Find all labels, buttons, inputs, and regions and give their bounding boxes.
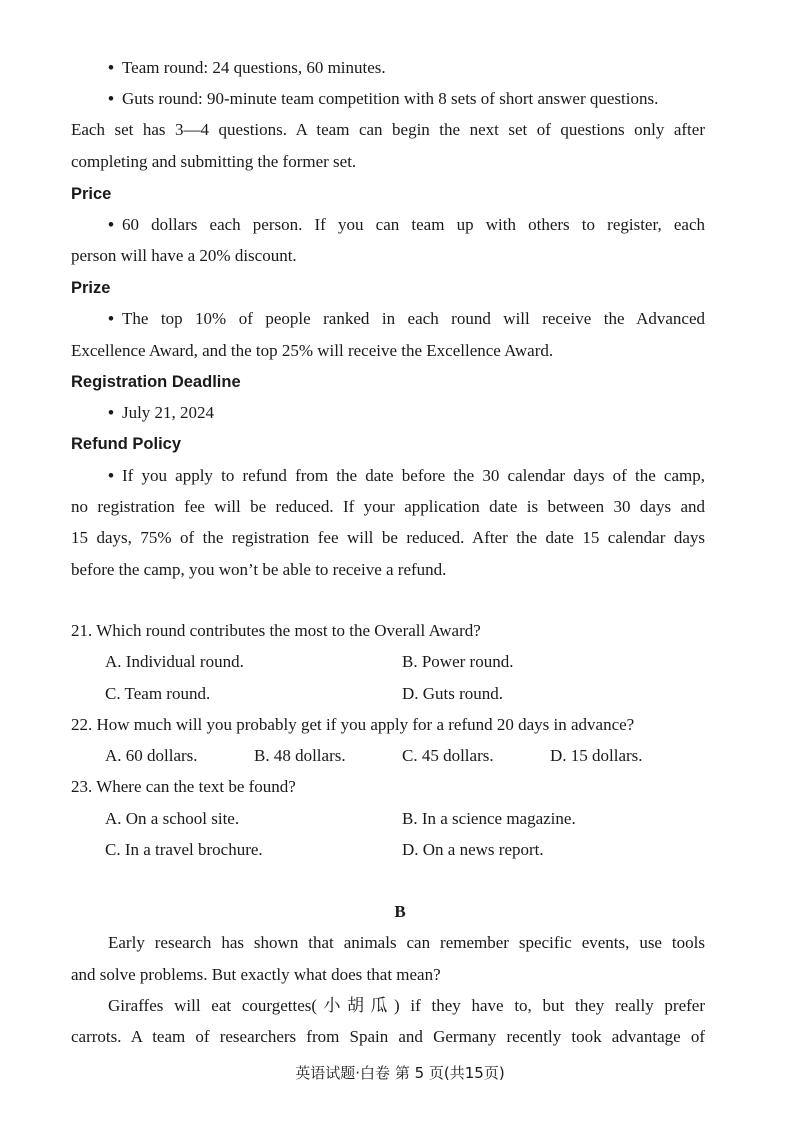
deadline-date: • July 21, 2024 — [108, 403, 214, 423]
refund-line-4: before the camp, you won’t be able to receive a refund. — [71, 560, 447, 579]
q21-option-d: D. Guts round. — [402, 684, 504, 703]
question-23-stem: 23. Where can the text be found? — [71, 777, 296, 796]
price-heading: Price — [71, 185, 112, 203]
section-b-label: B — [394, 902, 406, 921]
guts-round-line-2: Each set has 3—4 questions. A team can begin the next set of questions only after — [71, 120, 705, 139]
q21-option-b: B. Power round. — [402, 652, 514, 671]
section-b-p2-line-2: carrots. A team of researchers from Spain and Germany recently took advantage of — [71, 1027, 705, 1046]
prize-line-2: Excellence Award, and the top 25% will receive the Excellence Award. — [71, 341, 554, 360]
team-round-bullet: • Team round: 24 questions, 60 minutes. — [108, 58, 386, 78]
q21-option-a: A. Individual round. — [105, 652, 244, 671]
prize-heading: Prize — [71, 279, 111, 297]
q21-option-c: C. Team round. — [105, 684, 211, 703]
refund-heading: Refund Policy — [71, 435, 182, 453]
question-22-stem: 22. How much will you probably get if you apply for a refund 20 days in advance? — [71, 715, 635, 734]
q22-option-b: B. 48 dollars. — [254, 746, 346, 765]
section-b-p1-line-2: and solve problems. But exactly what does that mean? — [71, 965, 441, 984]
q23-option-d: D. On a news report. — [402, 840, 544, 859]
guts-round-bullet: • Guts round: 90-minute team competition with 8 sets of short answer questions. — [108, 89, 658, 109]
q23-option-b: B. In a science magazine. — [402, 809, 576, 828]
refund-line-1: • If you apply to refund from the date before the 30 calendar days of the camp, — [108, 466, 705, 486]
q22-option-d: D. 15 dollars. — [550, 746, 643, 765]
page-footer: 英语试题·白卷 第 5 页(共15页) — [295, 1064, 505, 1082]
q22-option-c: C. 45 dollars. — [402, 746, 494, 765]
section-b-p1-line-1: Early research has shown that animals can remember specific events, use tools — [108, 933, 705, 952]
refund-line-2: no registration fee will be reduced. If your application date is between 30 days and — [71, 497, 705, 516]
guts-round-line-3: completing and submitting the former set. — [71, 152, 357, 171]
q22-option-a: A. 60 dollars. — [105, 746, 198, 765]
deadline-heading: Registration Deadline — [71, 373, 241, 391]
prize-line-1: • The top 10% of people ranked in each round will receive the Advanced — [108, 309, 705, 329]
refund-line-3: 15 days, 75% of the registration fee will be reduced. After the date 15 calendar days — [71, 528, 705, 547]
section-b-p2-line-1: Giraffes will eat courgettes(小胡瓜) if they have to, but they really prefer — [108, 996, 705, 1015]
q23-option-c: C. In a travel brochure. — [105, 840, 263, 859]
question-21-stem: 21. Which round contributes the most to the Overall Award? — [71, 621, 481, 640]
price-line-1: • 60 dollars each person. If you can team up with others to register, each — [108, 215, 705, 235]
price-line-2: person will have a 20% discount. — [71, 246, 297, 265]
q23-option-a: A. On a school site. — [105, 809, 240, 828]
